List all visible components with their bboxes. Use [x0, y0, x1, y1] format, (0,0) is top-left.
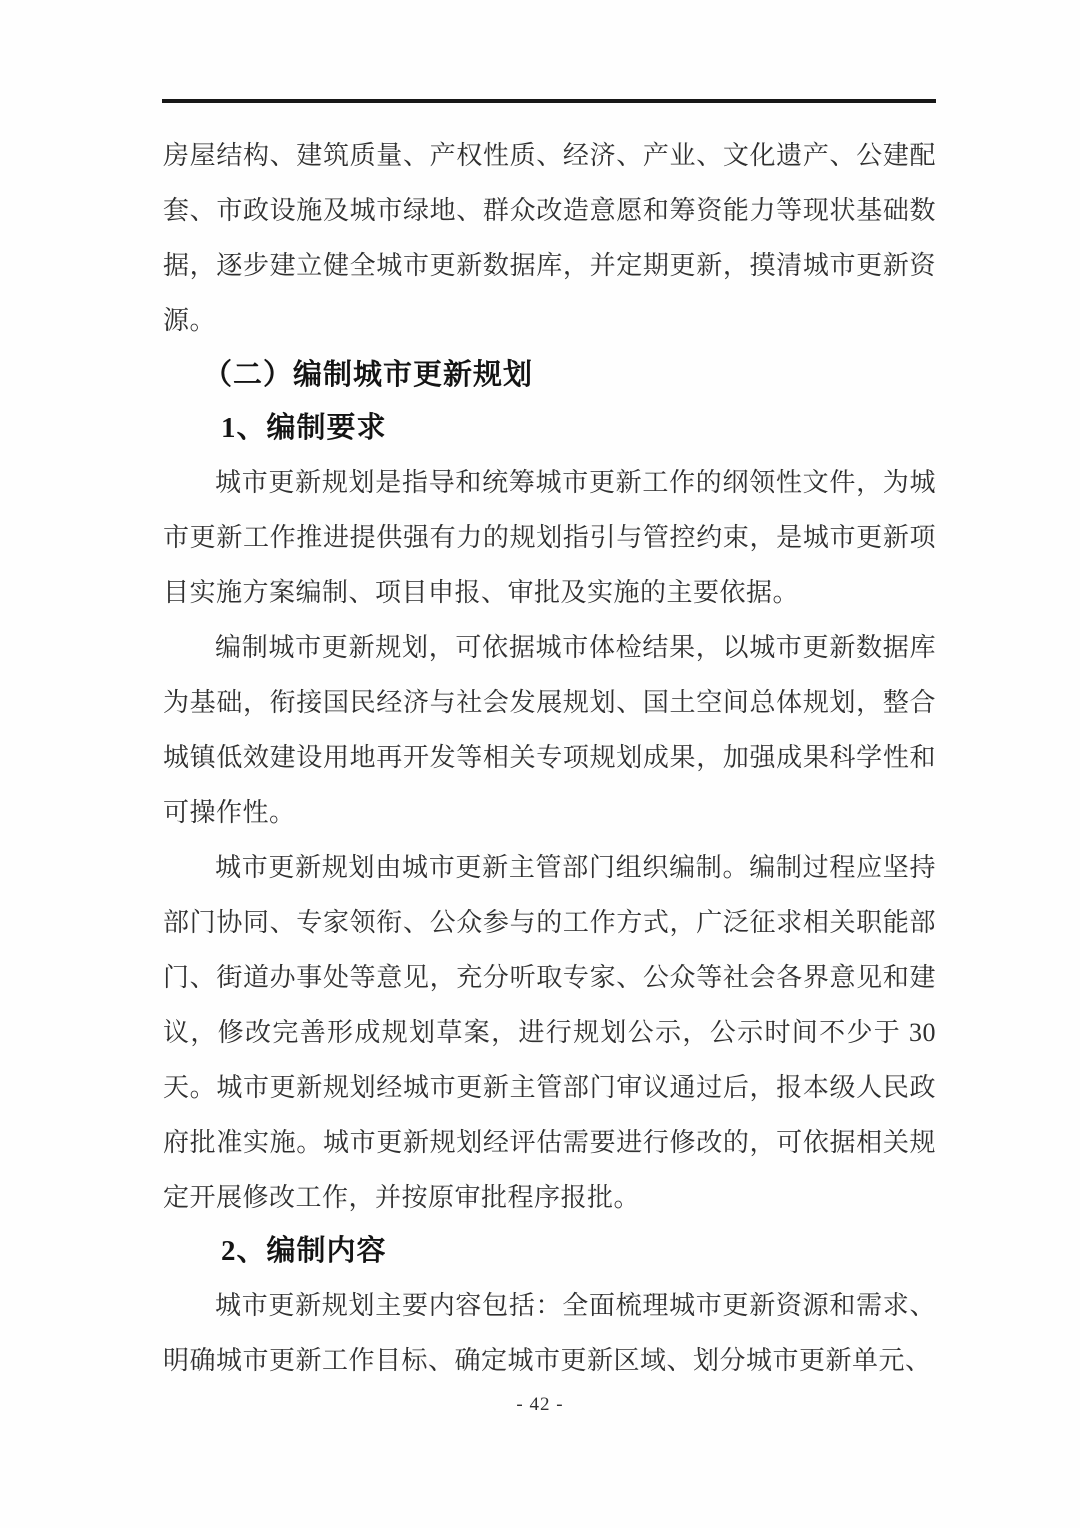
subsection-heading-contents: 2、编制内容	[221, 1235, 387, 1267]
section-heading: （二）编制城市更新规划	[203, 359, 534, 391]
paragraph-contents-1: 城市更新规划主要内容包括：全面梳理城市更新资源和需求、明确城市更新工作目标、确定城市更新区域、划分城市更新单元、	[163, 1291, 936, 1375]
paragraph-requirements-2: 编制城市更新规划，可依据城市体检结果，以城市更新数据库为基础，衔接国民经济与社会发展规划、国土空间总体规划，整合城镇低效建设用地再开发等相关专项规划成果，加强成果科学性和可操作性。	[163, 633, 936, 827]
document-body	[163, 128, 936, 1388]
header-rule	[162, 99, 936, 103]
paragraph-requirements-1: 城市更新规划是指导和统筹城市更新工作的纲领性文件，为城市更新工作推进提供强有力的规划指引与管控约束，是城市更新项目实施方案编制、项目申报、审批及实施的主要依据。	[163, 468, 936, 607]
paragraph-requirements-3: 城市更新规划由城市更新主管部门组织编制。编制过程应坚持部门协同、专家领衔、公众参与的工作方式，广泛征求相关职能部门、街道办事处等意见，充分听取专家、公众等社会各界意见和建议，修改完善形成规划草案，进行规划公示，公示时间不少于 30 天。城市更新规划经城市更新主管部门审议通过后，报本级人民政府批准实施。城市更新规划经评估需要进行修改的，可依据相关规定开展修改工作，并按原审批程序报批。	[163, 853, 936, 1212]
paragraph-continuation: 房屋结构、建筑质量、产权性质、经济、产业、文化遗产、公建配套、市政设施及城市绿地、群众改造意愿和筹资能力等现状基础数据，逐步建立健全城市更新数据库，并定期更新，摸清城市更新资源。	[163, 141, 936, 335]
page-number: - 42 -	[516, 1394, 564, 1415]
subsection-heading-requirements: 1、编制要求	[221, 412, 387, 444]
